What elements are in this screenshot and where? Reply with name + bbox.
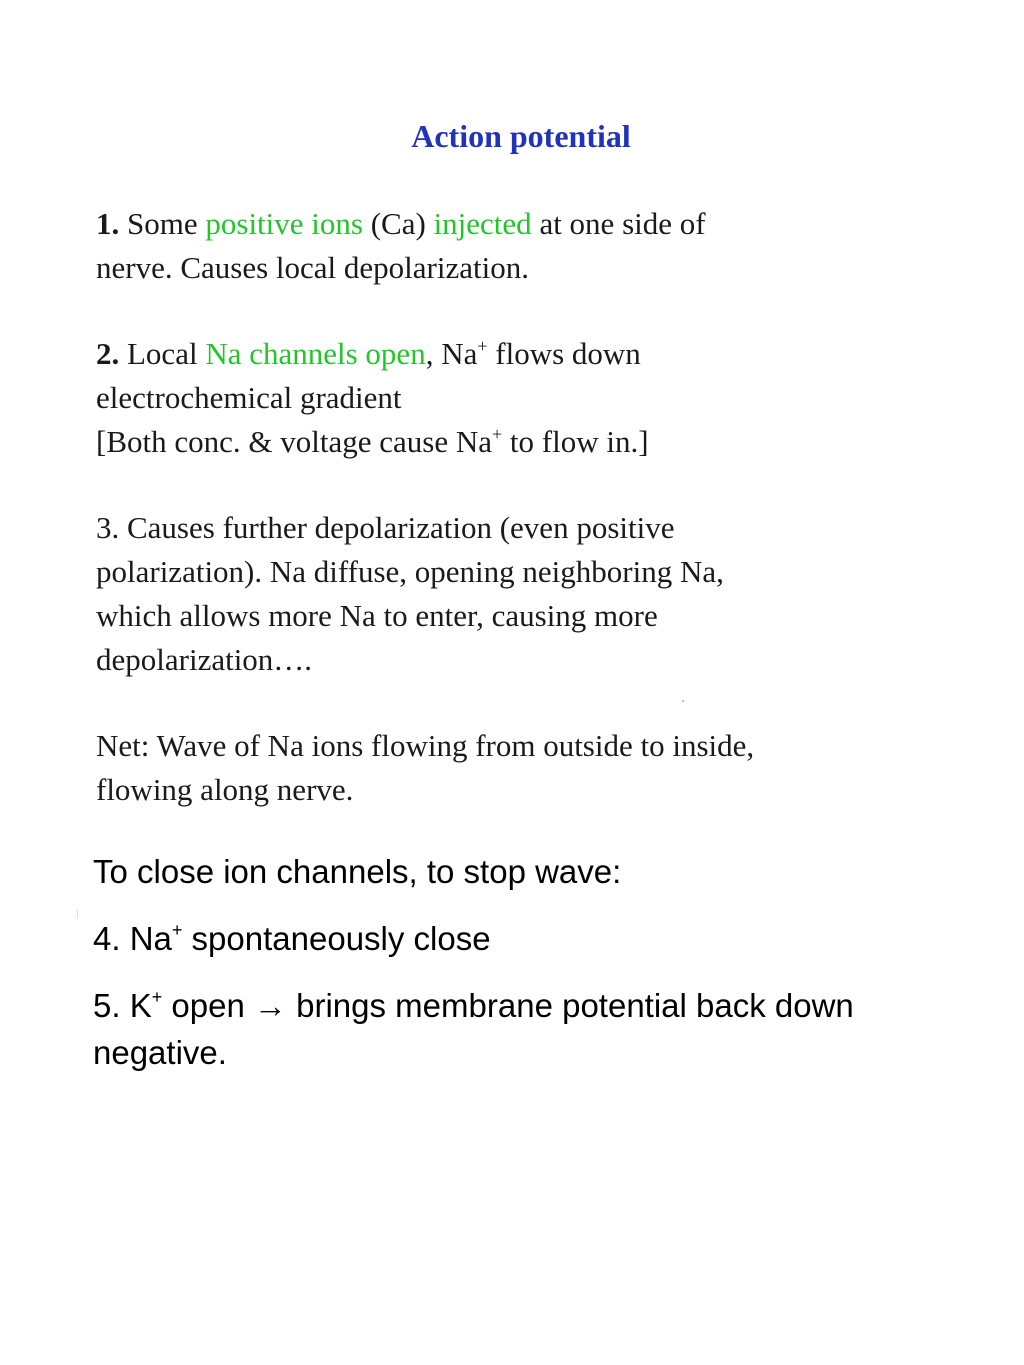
paragraph-2-line-1: [96, 336, 641, 371]
text: (Ca): [362, 206, 434, 241]
paragraph-2-line-3: [96, 424, 649, 459]
highlight-positive-ions: positive ions: [205, 206, 363, 241]
superscript-plus: +: [171, 920, 183, 940]
paragraph-net: [96, 724, 926, 812]
scanned-slide-text: [96, 108, 926, 852]
text: , Na: [425, 336, 478, 371]
right-arrow-icon: →: [253, 987, 287, 1024]
text: [Both conc. & voltage cause Na: [96, 424, 492, 459]
text: open: [162, 987, 254, 1024]
note-item-5: [93, 982, 953, 1076]
superscript-plus: +: [151, 987, 163, 1007]
text: brings membrane potential back down negative.: [93, 987, 854, 1071]
text: Some: [119, 206, 206, 241]
text: to flow in.]: [502, 424, 649, 459]
text: flows down: [487, 336, 641, 371]
text: 4. Na: [93, 920, 172, 957]
paragraph-2: [96, 332, 926, 464]
paragraph-3-line-1: 3. Causes further depolarization (even positive: [96, 510, 675, 545]
highlight-injected: injected: [433, 206, 532, 241]
scan-speck: [77, 910, 78, 918]
paragraph-3: [96, 506, 926, 682]
paragraph-net-line-2: flowing along nerve.: [96, 772, 354, 807]
paragraph-1: [96, 202, 926, 290]
scan-speck: [682, 700, 684, 702]
note-item-4: [93, 915, 953, 962]
item-number: 1.: [96, 206, 120, 241]
text: 5. K: [93, 987, 152, 1024]
paragraph-2-line-2: electrochemical gradient: [96, 380, 402, 415]
paragraph-1-line-1: [96, 206, 706, 241]
page-title: Action potential: [411, 118, 631, 154]
highlight-na-channels-open: Na channels open: [205, 336, 426, 371]
superscript-plus: +: [477, 336, 488, 356]
notes-heading: To close ion channels, to stop wave:: [93, 853, 622, 890]
notes-section: [93, 848, 953, 1096]
paragraph-3-line-4: depolarization….: [96, 642, 313, 677]
text: at one side of: [531, 206, 706, 241]
paragraph-net-line-1: Net: Wave of Na ions flowing from outside to inside,: [96, 728, 755, 763]
paragraph-3-line-3: which allows more Na to enter, causing more: [96, 598, 658, 633]
paragraph-3-line-2: polarization). Na diffuse, opening neighboring Na,: [96, 554, 724, 589]
paragraph-1-line-2: nerve. Causes local depolarization.: [96, 250, 529, 285]
superscript-plus: +: [491, 424, 503, 444]
text: Local: [119, 336, 206, 371]
text: spontaneously close: [182, 920, 491, 957]
item-number: 2.: [96, 336, 120, 371]
